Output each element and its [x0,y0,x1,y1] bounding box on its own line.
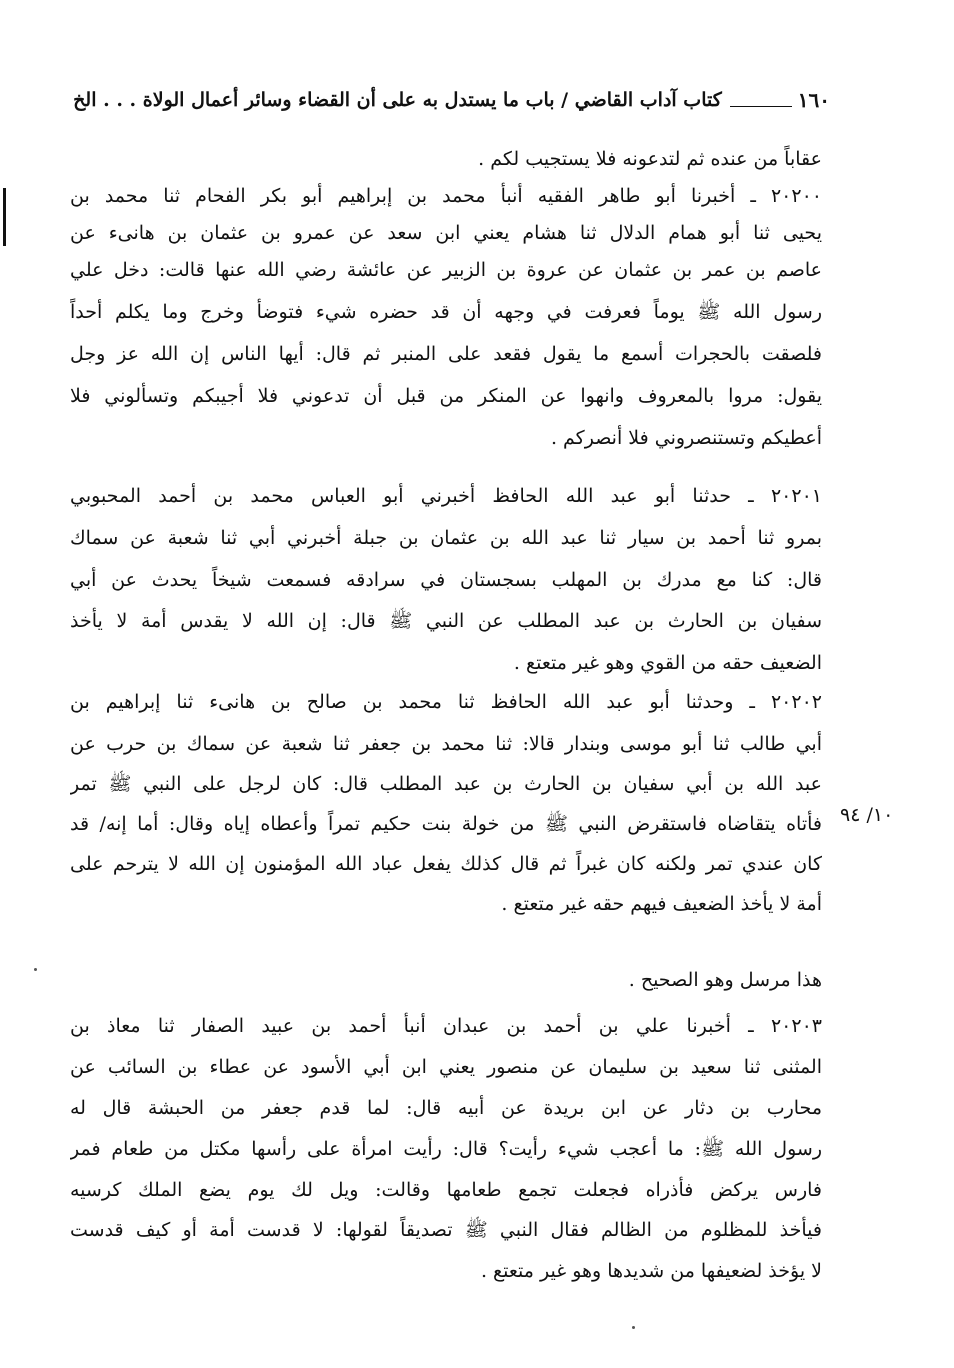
text-line: الضعيف حقه من القوي وهو غير متعتع . [513,652,822,674]
hadith-20200-start: ٢٠٢٠٠ ـ أخبرنا أبو طاهر الفقيه أنبأ محمد بن إبراهيم أبو بكر الفحام ثنا محمد بن [70,185,822,207]
text-line: عبد الله بن أبي سفيان بن الحارث بن عبد المطلب قال: كان لرجل على النبي ﷺ تمر [70,773,822,795]
text-line: قال: كنا مع مدرك بن المهلب بسجستان في سرادقه فسمعت شيخاً يحدث عن أبي [70,569,822,591]
scan-edge-mark [3,188,6,246]
text-line: رسول الله ﷺ: ما أعجب شيء رأيت؟ قال: رأيت امرأة على رأسها مكتل من طعام فمر [70,1138,822,1160]
hadith-20201-start: ٢٠٢٠١ ـ حدثنا أبو عبد الله الحافظ أخبرني أبو العباس محمد بن أحمد المحبوبي [70,485,822,507]
text-line: أمة لا يأخذ الضعيف فيهم حقه غير متعتع . [501,893,822,915]
header-title: كتاب آداب القاضي / باب ما يستدل به على أن القضاء وسائر أعمال الولاة . . . الخ [73,89,722,111]
running-header [70,80,830,120]
text-line: سفيان بن الحارث بن عبد المطلب عن النبي ﷺ قال: إن الله لا يقدس أمة لا يأخذ [70,610,822,632]
text-line: يقول: مروا بالمعروف وانهوا عن المنكر من قبل أن تدعوني فلا أجيبكم وتسألوني فلا [70,385,822,407]
text-line: كان عندي تمر ولكنه كان غبراً ثم قال كذلك يفعل عباد الله المؤمنون إن الله لا يترحم على [70,853,822,875]
text-line: فيأخذ للمظلوم من الظالم فقال النبي ﷺ تصديقاً لقولها: لا قدست أمة أو كيف قدست [70,1219,822,1241]
text-line: رسول الله ﷺ يوماً فعرفت في وجهه أن قد حضره شيء فتوضأ وخرج وما يكلم أحداً [70,301,822,323]
commentary-note: هذا مرسل وهو الصحيح . [628,969,822,991]
text-line: بمرو ثنا أحمد بن سيار ثنا عبد الله بن عثمان بن جبلة أخبرني أبي ثنا شعبة عن سماك [70,527,822,549]
margin-page-reference: ١٠/ ٩٤ [840,804,894,826]
header-rule [730,106,792,107]
hadith-20203-start: ٢٠٢٠٣ ـ أخبرنا علي بن أحمد بن عبدان أنبأ أحمد بن عبيد الصفار ثنا معاذ بن [70,1015,822,1037]
text-line: لا يؤخذ لضعيفها من شديدها وهو غير متعتع . [480,1260,822,1282]
text-line: أعطيكم وتستنصروني فلا أنصركم . [550,427,822,449]
text-line: عاصم بن عمر بن عثمان عن عروة بن الزبير عن عائشة رضي الله عنها قالت: دخل علي [70,259,822,281]
scan-speck [34,968,37,971]
text-line: يحيى ثنا أبو همام الدلال ثنا هشام يعني ابن سعد عن عمرو بن عثمان بن هانىء عن [70,222,822,244]
text-line: فارس يركض فأذراه فجعلت تجمع طعامها وقالت: ويل لك يوم يضع الملك كرسيه [70,1179,822,1201]
page-number: ١٦٠ [797,88,830,112]
text-line: فأتاه يتقاضاه فاستقرض النبي ﷺ من خولة بنت حكيم تمراً وأعطاه إياه وقال: أما إنه/ قد [70,813,822,835]
text-line: عقاباً من عنده ثم لتدعونه فلا يستجيب لكم . [478,148,822,170]
scan-speck [632,1326,635,1329]
text-line: محارب بن دثار عن ابن بريدة عن أبيه قال: لما قدم جعفر من الحبشة قال له [70,1097,822,1119]
text-line: فلصقت بالحجرات أسمع ما يقول فقعد على المنبر ثم قال: أيها الناس إن الله عز وجل [70,343,822,365]
hadith-20202-start: ٢٠٢٠٢ ـ وحدثنا أبو عبد الله الحافظ ثنا محمد بن صالح بن هانىء ثنا إبراهيم بن [70,691,822,713]
text-line: المثنى ثنا سعيد بن سليمان عن منصور يعني ابن أبي الأسود عن عطاء بن السائب عن [70,1056,822,1078]
text-line: أبي طالب ثنا أبو موسى وبندار قالا: ثنا محمد بن جعفر ثنا شعبة عن سماك بن حرب عن [70,733,822,755]
